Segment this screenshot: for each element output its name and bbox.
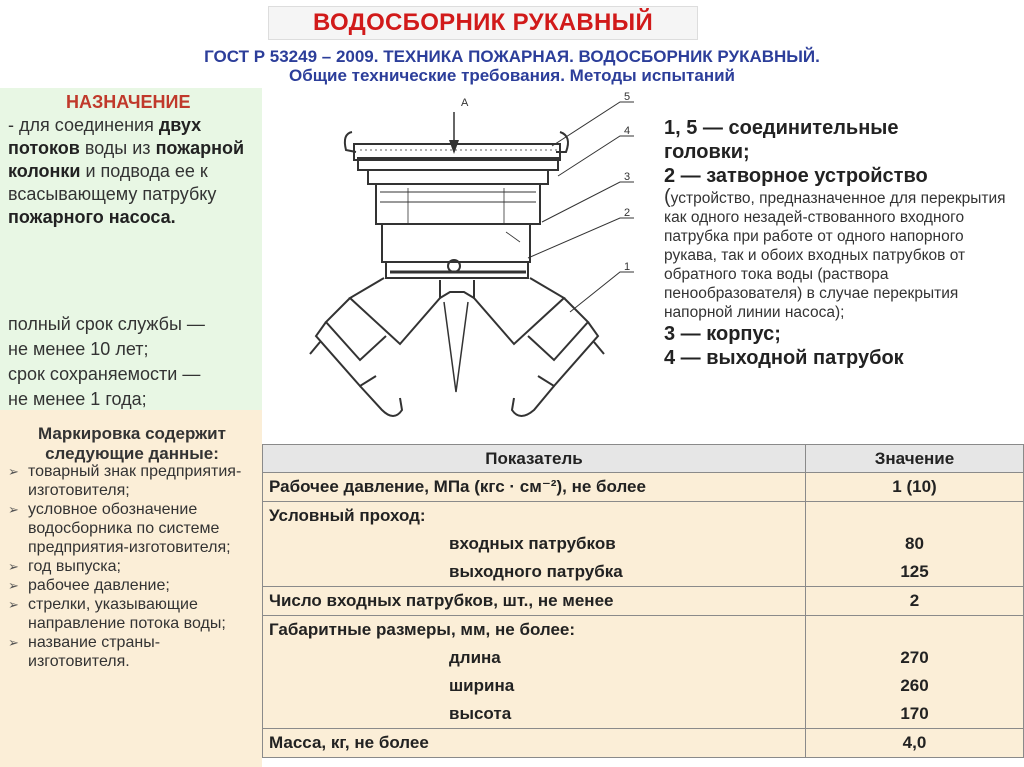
callout-1: 1 [624,261,631,273]
page-title: ВОДОСБОРНИК РУКАВНЫЙ [312,9,654,36]
legend-description-text: устройство, предназначенное для перекрытия как одного незадей-ствованного входного патрубка при работе от одного напорного рукава, так и обоих входных патрубков от обратного тока воды (раствора пенообразователя) в случае перекрытия напорной линии насоса); [664,190,1006,321]
table-cell-label [263,502,806,587]
bullet-arrow-icon: ➢ [8,578,19,593]
table-row [263,502,1024,587]
marking-item-text: товарный знак предприятия-изготовителя; [28,463,242,499]
legend-line: 4 — выходной патрубок [664,347,904,369]
bullet-arrow-icon: ➢ [8,502,19,517]
legend-line: 1, 5 — соединительные [664,117,899,139]
marking-item-text: название страны-изготовителя. [28,634,161,670]
marking-item [6,462,256,500]
table-cell-label: Масса, кг, не более [263,729,806,758]
marking-item-text: год выпуска; [28,558,121,575]
callout-4: 4 [624,125,631,137]
table-cell-value [806,616,1024,729]
table-row [263,729,1024,758]
table-cell-value: 2 [806,587,1024,616]
service-line: не менее 10 лет; [8,339,149,359]
service-life-text [8,312,260,412]
callout-5: 5 [624,92,631,103]
marking-item [6,500,256,557]
legend-paren: ( [664,186,671,208]
callout-2: 2 [624,207,631,219]
table-row [263,616,1024,729]
marking-item-text: рабочее давление; [28,577,170,594]
table-cell-value: 4,0 [806,729,1024,758]
legend-line: головки; [664,141,750,163]
service-line: срок сохраняемости — [8,364,201,384]
table-sub-value: 80 [905,534,924,553]
subtitle-line-2: Общие технические требования. Методы испытаний [288,66,736,85]
table-group-label: Условный проход: [269,506,426,525]
bullet-arrow-icon: ➢ [8,635,19,650]
table-sub-label: выходного патрубка [449,562,623,581]
table-sub-label: длина [449,648,501,667]
marking-heading: Маркировка содержит следующие данные: [38,424,226,463]
purpose-text-part: воды из [79,138,156,158]
table-sub-value: 170 [900,704,929,723]
callout-3: 3 [624,171,631,183]
table-group-label: Габаритные размеры, мм, не более: [269,620,576,639]
marking-item [6,595,256,633]
table-header-value: Значение [806,445,1024,473]
table-sub-label: входных патрубков [449,534,616,553]
marking-item-text: стрелки, указывающие направление потока воды; [28,596,226,632]
bullet-arrow-icon: ➢ [8,464,19,479]
legend-description [664,188,1020,322]
table-sub-value: 125 [900,562,929,581]
purpose-text-part: и подвода ее к всасывающему патрубку [8,161,217,204]
bullet-arrow-icon: ➢ [8,597,19,612]
table-sub-value: 270 [900,648,929,667]
drawing-arrow-label: А [461,97,469,109]
marking-item [6,576,256,595]
drawing-legend [664,116,1020,370]
service-line: полный срок службы — [8,314,205,334]
spec-table [262,444,1024,758]
service-line: не менее 1 года; [8,389,147,409]
table-sub-value: 260 [900,676,929,695]
title-box [268,6,698,40]
table-header-row [263,445,1024,473]
collector-technical-drawing [290,92,660,442]
bullet-arrow-icon: ➢ [8,559,19,574]
marking-item-text: условное обозначение водосборника по системе предприятия-изготовителя; [28,501,231,556]
table-header-indicator: Показатель [263,445,806,473]
purpose-text-part: - для соединения [8,115,159,135]
table-cell-label: Рабочее давление, МПа (кгс · см⁻²), не более [263,473,806,502]
marking-item [6,557,256,576]
purpose-heading: НАЗНАЧЕНИЕ [66,92,191,112]
subtitle-line-1: ГОСТ Р 53249 – 2009. ТЕХНИКА ПОЖАРНАЯ. ВОДОСБОРНИК РУКАВНЫЙ. [204,47,820,66]
page-subtitle [0,47,1024,85]
purpose-text [8,114,258,229]
table-cell-value [806,502,1024,587]
legend-line: 3 — корпус; [664,323,781,345]
purpose-text-bold: двух потоков [8,115,202,158]
table-row [263,473,1024,502]
table-cell-value: 1 (10) [806,473,1024,502]
marking-item [6,633,256,671]
table-sub-label: ширина [449,676,515,695]
table-sub-label: высота [449,704,512,723]
marking-list [6,462,256,671]
table-cell-label: Число входных патрубков, шт., не менее [263,587,806,616]
legend-line: 2 — затворное устройство [664,165,928,187]
table-row [263,587,1024,616]
purpose-text-bold: пожарного насоса. [8,207,176,227]
purpose-text-bold: пожарной колонки [8,138,245,181]
table-cell-label [263,616,806,729]
